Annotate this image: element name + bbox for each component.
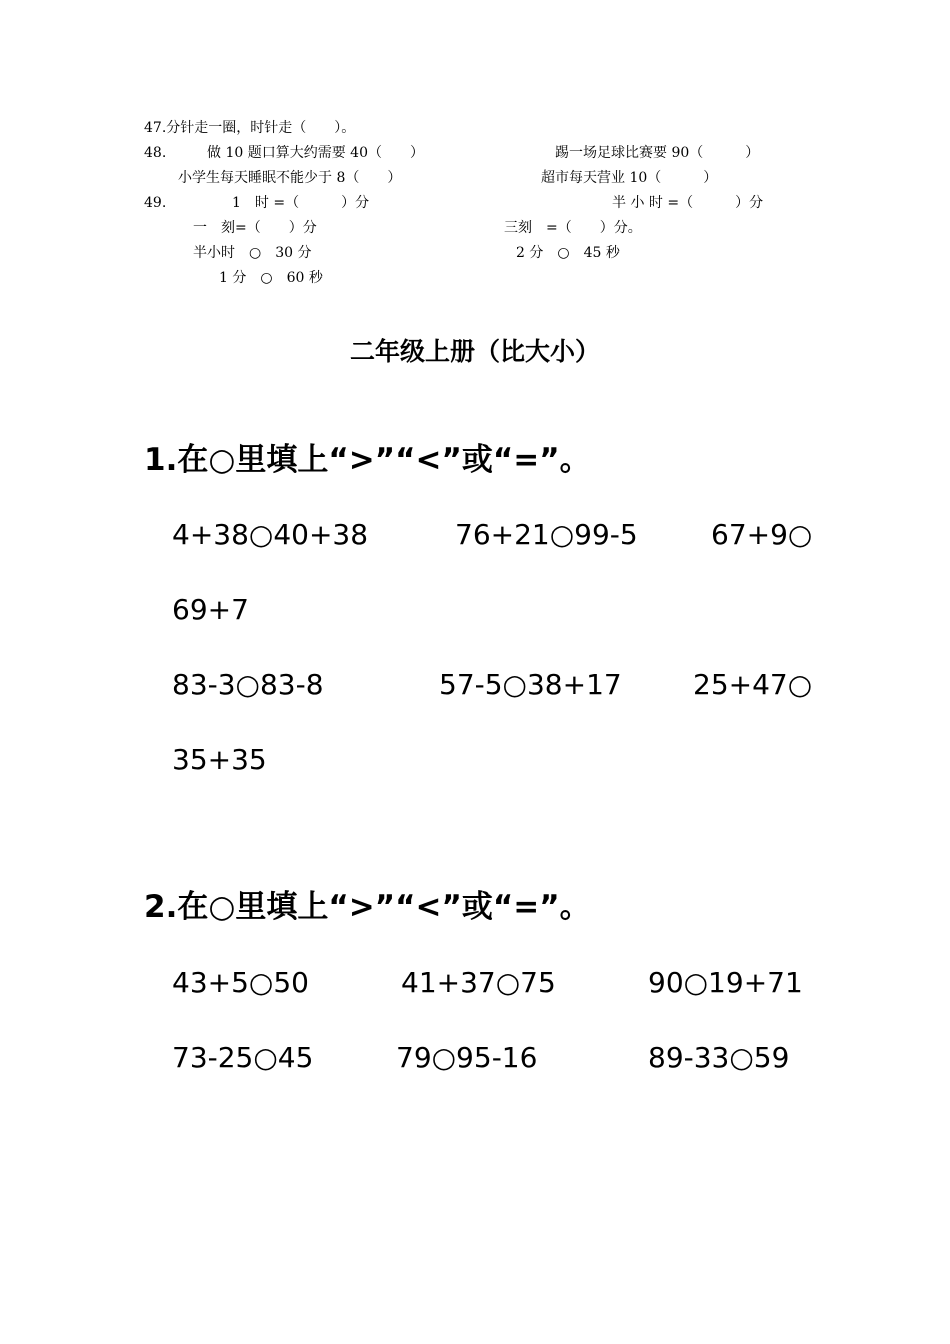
question-49-item-b: 半 小 时 =（ ）分 <box>612 195 764 211</box>
section-2-heading: 2.在○里填上“>”“<”或“=”。 <box>144 889 591 925</box>
question-49-item-c: 一 刻=（ ）分 <box>193 220 317 236</box>
question-48-item-d: 超市每天营业 10（ ） <box>541 170 718 186</box>
section-1-heading: 1.在○里填上“>”“<”或“=”。 <box>144 442 591 478</box>
section-1-row-1-problem-a: 4+38○40+38 <box>172 518 369 551</box>
question-49-item-d: 三刻 =（ ）分。 <box>504 220 642 236</box>
section-1-row-1-wrap: 69+7 <box>172 593 249 626</box>
section-2-row-2-problem-a: 73-25○45 <box>172 1041 314 1074</box>
question-48-label: 48. <box>144 145 167 161</box>
section-2-row-1-problem-c: 90○19+71 <box>648 966 803 999</box>
question-49-label: 49. <box>144 195 167 211</box>
question-47: 47.分针走一圈，时针走（ ）。 <box>144 120 356 136</box>
question-48-item-c: 小学生每天睡眠不能少于 8（ ） <box>178 170 402 186</box>
section-1-row-1-problem-b: 76+21○99-5 <box>455 518 638 551</box>
section-1-row-2-wrap: 35+35 <box>172 743 267 776</box>
question-49-item-f: 2 分 ○ 45 秒 <box>516 245 620 261</box>
section-2-row-2-problem-b: 79○95-16 <box>396 1041 538 1074</box>
section-2-row-1-problem-b: 41+37○75 <box>401 966 556 999</box>
question-48-item-b: 踢一场足球比赛要 90（ ） <box>555 145 760 161</box>
question-49-item-g: 1 分 ○ 60 秒 <box>219 270 323 286</box>
section-2-row-2-problem-c: 89-33○59 <box>648 1041 790 1074</box>
page-title: 二年级上册（比大小） <box>349 337 600 366</box>
section-1-row-2-problem-b: 57-5○38+17 <box>439 668 622 701</box>
section-1-row-2-problem-a: 83-3○83-8 <box>172 668 324 701</box>
section-2-row-1-problem-a: 43+5○50 <box>172 966 309 999</box>
question-49-item-e: 半小时 ○ 30 分 <box>193 245 312 261</box>
section-1-row-2-problem-c: 25+47○ <box>693 668 813 701</box>
section-1-row-1-problem-c: 67+9○ <box>711 518 813 551</box>
question-48-item-a: 做 10 题口算大约需要 40（ ） <box>207 145 424 161</box>
question-49-item-a: 1 时 =（ ）分 <box>232 195 370 211</box>
